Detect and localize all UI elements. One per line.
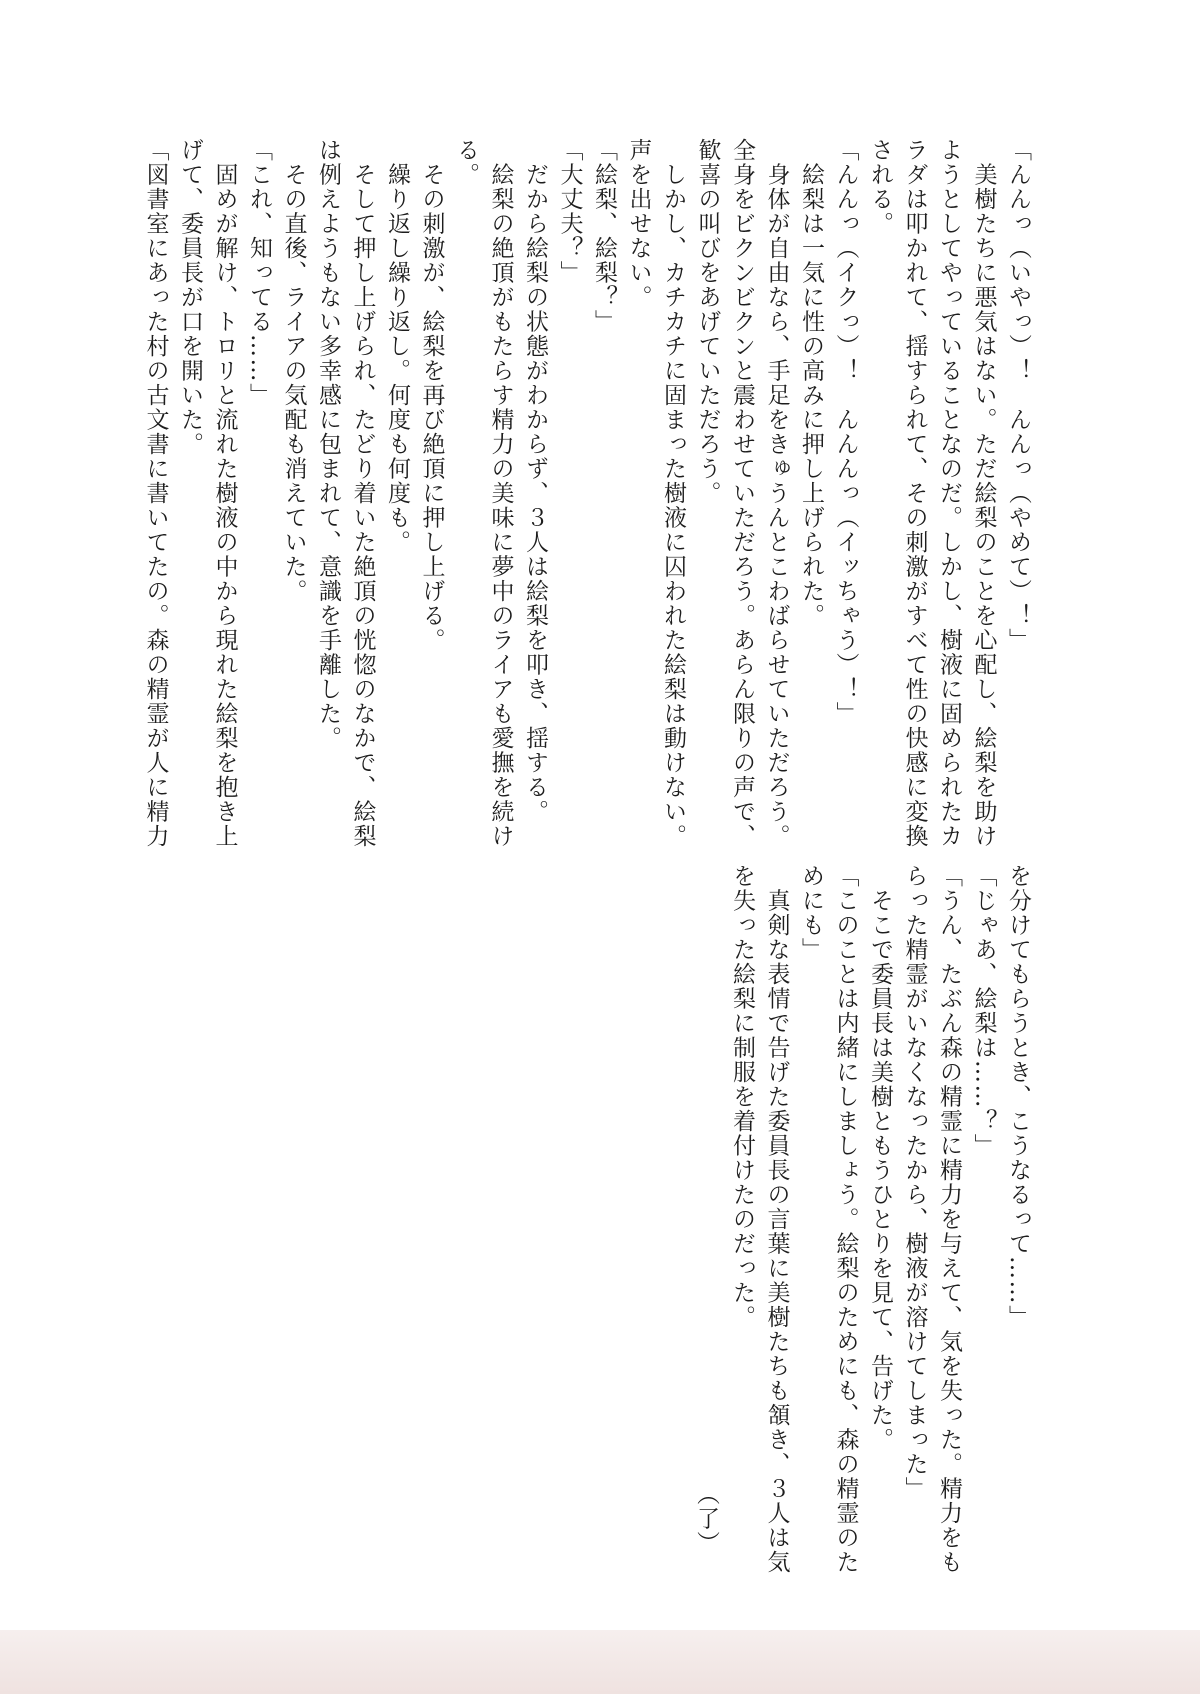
text-line: される。	[867, 138, 893, 236]
text-line: 「んんっ（いやっ）！ んんっ（やめて）！」	[1005, 138, 1031, 653]
text-line: を分けてもらうとき、こうなるって……」	[1005, 864, 1031, 1330]
text-line: 「図書室にあった村の古文書に書いてたの。森の精霊が人に精力	[142, 138, 169, 849]
text-line: 「絵梨、絵梨？」	[591, 138, 617, 334]
text-line: 全身をビクンビクンと震わせていただろう。あらん限りの声で、	[729, 138, 755, 849]
text-line: 歓喜の叫びをあげていただろう。	[694, 138, 721, 506]
text-line: 固めが解け、トロリと流れた樹液の中から現れた絵梨を抱き上	[211, 138, 238, 849]
text-line: は例えようもない多幸感に包まれて、意識を手離した。	[315, 138, 341, 751]
lower-text-block	[615, 864, 1035, 1575]
upper-text-block	[135, 138, 1035, 849]
text-line: 「じゃあ、絵梨は……？」	[970, 864, 997, 1158]
text-line: げて、委員長が口を開いた。	[177, 138, 203, 457]
text-line: 繰り返し繰り返し。何度も何度も。	[384, 138, 410, 555]
text-line: 「これ、知ってる……」	[246, 138, 272, 408]
text-line: その直後、ライアの気配も消えていた。	[280, 138, 307, 604]
text-line: 「うん、たぶん森の精霊に精力を与えて、気を失った。精力をも	[936, 864, 962, 1575]
text-line: を失った絵梨に制服を着付けたのだった。	[729, 864, 755, 1330]
text-line: ラダは叩かれて、揺すられて、その刺激がすべて性の快感に変換	[901, 138, 928, 849]
text-line: る。	[453, 138, 479, 187]
footer-band	[0, 1630, 1200, 1694]
text-line: 美樹たちに悪気はない。ただ絵梨のことを心配し、絵梨を助け	[970, 138, 997, 849]
text-line: そこで委員長は美樹ともうひとりを見て、告げた。	[867, 864, 893, 1452]
end-mark: （了）	[693, 1482, 719, 1556]
text-line: めにも」	[798, 864, 824, 962]
text-line: しかし、カチカチに固まった樹液に囚われた絵梨は動けない。	[660, 138, 686, 849]
text-line: 「大丈夫？」	[556, 138, 583, 285]
text-line: 真剣な表情で告げた委員長の言葉に美樹たちも頷き、３人は気	[763, 864, 790, 1575]
text-line: 「んんっ（イクっ）！ んんんっ（イッちゃう）！」	[832, 138, 859, 726]
text-line: 声を出せない。	[625, 138, 652, 310]
text-line: そして押し上げられ、たどり着いた絶頂の恍惚のなかで、絵梨	[349, 138, 376, 849]
text-line: 身体が自由なら、手足をきゅうんとこわばらせていただろう。	[763, 138, 790, 849]
text-line: 絵梨の絶頂がもたらす精力の美味に夢中のライアも愛撫を続け	[487, 138, 514, 849]
text-line: 絵梨は一気に性の高みに押し上げられた。	[798, 138, 824, 628]
text-line: 「このことは内緒にしましょう。絵梨のためにも、森の精霊のた	[832, 864, 859, 1575]
text-line: だから絵梨の状態がわからず、３人は絵梨を叩き、揺する。	[522, 138, 548, 824]
text-line: その刺激が、絵梨を再び絶頂に押し上げる。	[418, 138, 445, 653]
text-line: らった精霊がいなくなったから、樹液が溶けてしまった」	[901, 864, 928, 1501]
text-line: ようとしてやっていることなのだ。しかし、樹液に固められたカ	[936, 138, 962, 849]
